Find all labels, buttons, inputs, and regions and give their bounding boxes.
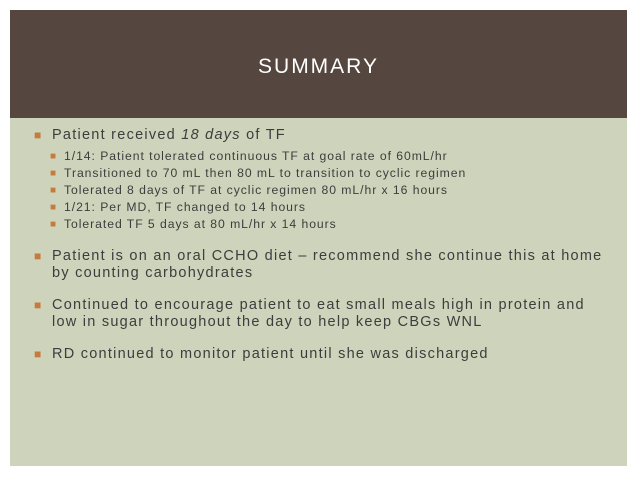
sub-bullet-item <box>50 182 614 199</box>
sub-bullet-text: Transitioned to 70 mL then 80 mL to transition to cyclic regimen <box>64 166 467 180</box>
slide <box>10 10 627 466</box>
sub-bullet-item <box>50 199 614 216</box>
title-bar <box>10 10 627 118</box>
sub-bullet-item <box>50 148 614 165</box>
bullet-text: RD continued to monitor patient until she was discharged <box>52 346 489 362</box>
slide-content <box>34 127 614 363</box>
slide-title: SUMMARY <box>258 55 379 78</box>
bullet-item <box>34 127 614 144</box>
bullet-item <box>34 346 614 363</box>
bullet-item <box>34 297 614 331</box>
sub-bullet-text: Tolerated TF 5 days at 80 mL/hr x 14 hours <box>64 217 337 231</box>
square-bullet-icon: ■ <box>50 151 57 162</box>
square-bullet-icon: ■ <box>50 219 57 230</box>
sub-bullet-text: 1/14: Patient tolerated continuous TF at goal rate of 60mL/hr <box>64 149 448 163</box>
sub-bullet-item <box>50 165 614 182</box>
bullet-text: Patient is on an oral CCHO diet – recommend she continue this at home by counting carbohydrates <box>52 248 603 281</box>
bullet-item <box>34 248 614 282</box>
bullet-text: Continued to encourage patient to eat small meals high in protein and low in sugar throughout the day to help keep CBGs WNL <box>52 297 585 330</box>
sub-bullet-list <box>34 148 614 233</box>
sub-bullet-text: 1/21: Per MD, TF changed to 14 hours <box>64 200 306 214</box>
square-bullet-icon: ■ <box>50 202 57 213</box>
square-bullet-icon: ■ <box>50 185 57 196</box>
square-bullet-icon: ■ <box>34 347 43 361</box>
sub-bullet-item <box>50 216 614 233</box>
square-bullet-icon: ■ <box>34 249 43 263</box>
square-bullet-icon: ■ <box>34 298 43 312</box>
square-bullet-icon: ■ <box>34 128 43 142</box>
square-bullet-icon: ■ <box>50 168 57 179</box>
emphasis-text: 18 days <box>181 127 241 143</box>
bullet-text: Patient received 18 days of TF <box>52 127 286 143</box>
sub-bullet-text: Tolerated 8 days of TF at cyclic regimen 80 mL/hr x 16 hours <box>64 183 448 197</box>
